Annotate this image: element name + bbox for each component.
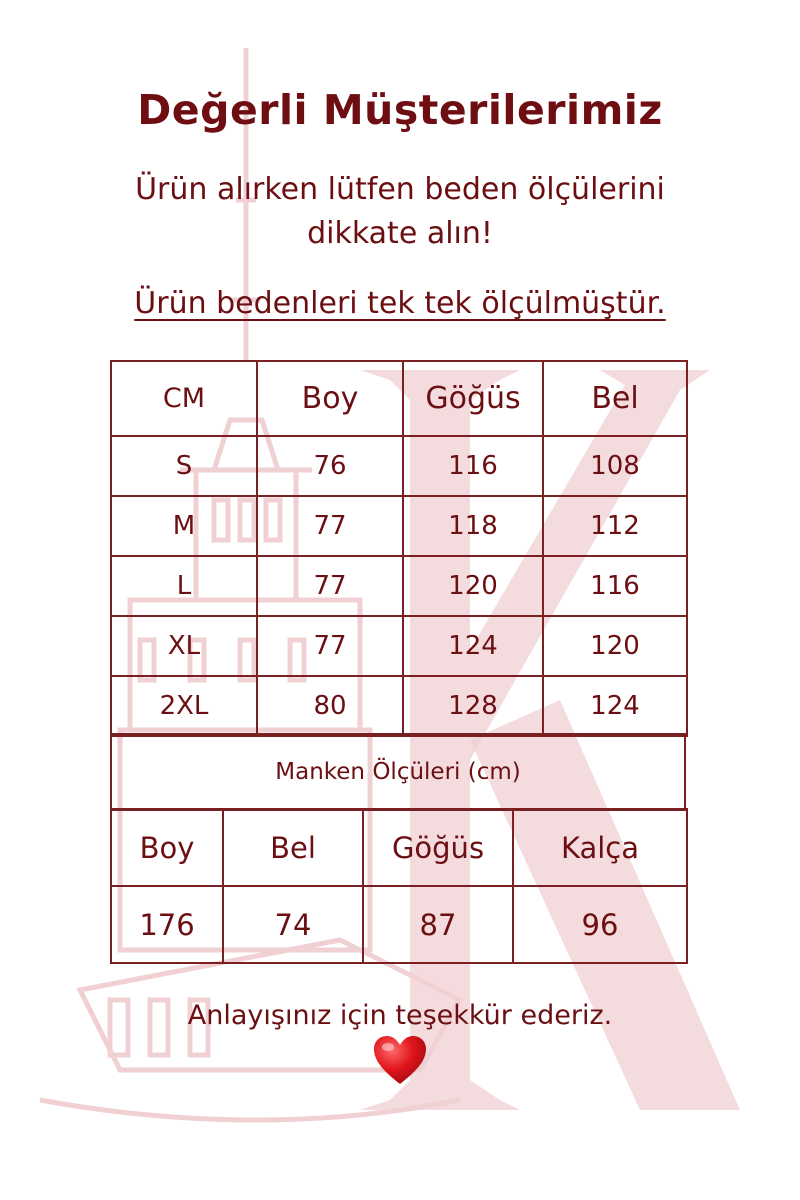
size-label: S xyxy=(111,436,257,496)
table-row xyxy=(111,886,687,963)
size-header-gogus: Göğüs xyxy=(403,361,543,436)
model-bel-value: 74 xyxy=(223,886,363,963)
model-table-header xyxy=(111,809,687,886)
measured-note xyxy=(0,286,800,321)
size-label: M xyxy=(111,496,257,556)
bel-value: 116 xyxy=(543,556,687,616)
boy-value: 77 xyxy=(257,556,403,616)
gogus-value: 120 xyxy=(403,556,543,616)
size-header-boy: Boy xyxy=(257,361,403,436)
model-header-bel: Bel xyxy=(223,809,363,886)
boy-value: 77 xyxy=(257,496,403,556)
bel-value: 112 xyxy=(543,496,687,556)
model-measurements-caption: Manken Ölçüleri (cm) xyxy=(110,733,686,811)
boy-value: 76 xyxy=(257,436,403,496)
model-header-boy: Boy xyxy=(111,809,223,886)
page-title: Değerli Müşterilerimiz xyxy=(137,86,663,134)
gogus-value: 116 xyxy=(403,436,543,496)
bel-value: 124 xyxy=(543,676,687,736)
table-row xyxy=(111,616,687,676)
size-label: 2XL xyxy=(111,676,257,736)
gogus-value: 118 xyxy=(403,496,543,556)
table-row xyxy=(111,556,687,616)
model-header-gogus: Göğüs xyxy=(363,809,513,886)
heart-icon xyxy=(372,1034,428,1086)
boy-value: 77 xyxy=(257,616,403,676)
size-label: L xyxy=(111,556,257,616)
size-label: XL xyxy=(111,616,257,676)
size-header-bel: Bel xyxy=(543,361,687,436)
table-row xyxy=(111,496,687,556)
thank-you-text: Anlayışınız için teşekkür ederiz. xyxy=(187,1000,613,1031)
measured-note-text: Ürün bedenleri tek tek ölçülmüştür. xyxy=(134,286,666,321)
bel-value: 120 xyxy=(543,616,687,676)
boy-value: 80 xyxy=(257,676,403,736)
model-measurements-table xyxy=(110,808,688,964)
size-reminder-text: Ürün alırken lütfen beden ölçülerini dikkate alın! xyxy=(135,172,665,251)
table-row xyxy=(111,676,687,736)
model-kalca-value: 96 xyxy=(513,886,687,963)
gogus-value: 124 xyxy=(403,616,543,676)
table-row xyxy=(111,436,687,496)
size-table xyxy=(110,360,688,737)
model-gogus-value: 87 xyxy=(363,886,513,963)
size-table-header xyxy=(111,361,687,436)
model-boy-value: 176 xyxy=(111,886,223,963)
size-header-cm: CM xyxy=(111,361,257,436)
gogus-value: 128 xyxy=(403,676,543,736)
model-header-kalca: Kalça xyxy=(513,809,687,886)
bel-value: 108 xyxy=(543,436,687,496)
